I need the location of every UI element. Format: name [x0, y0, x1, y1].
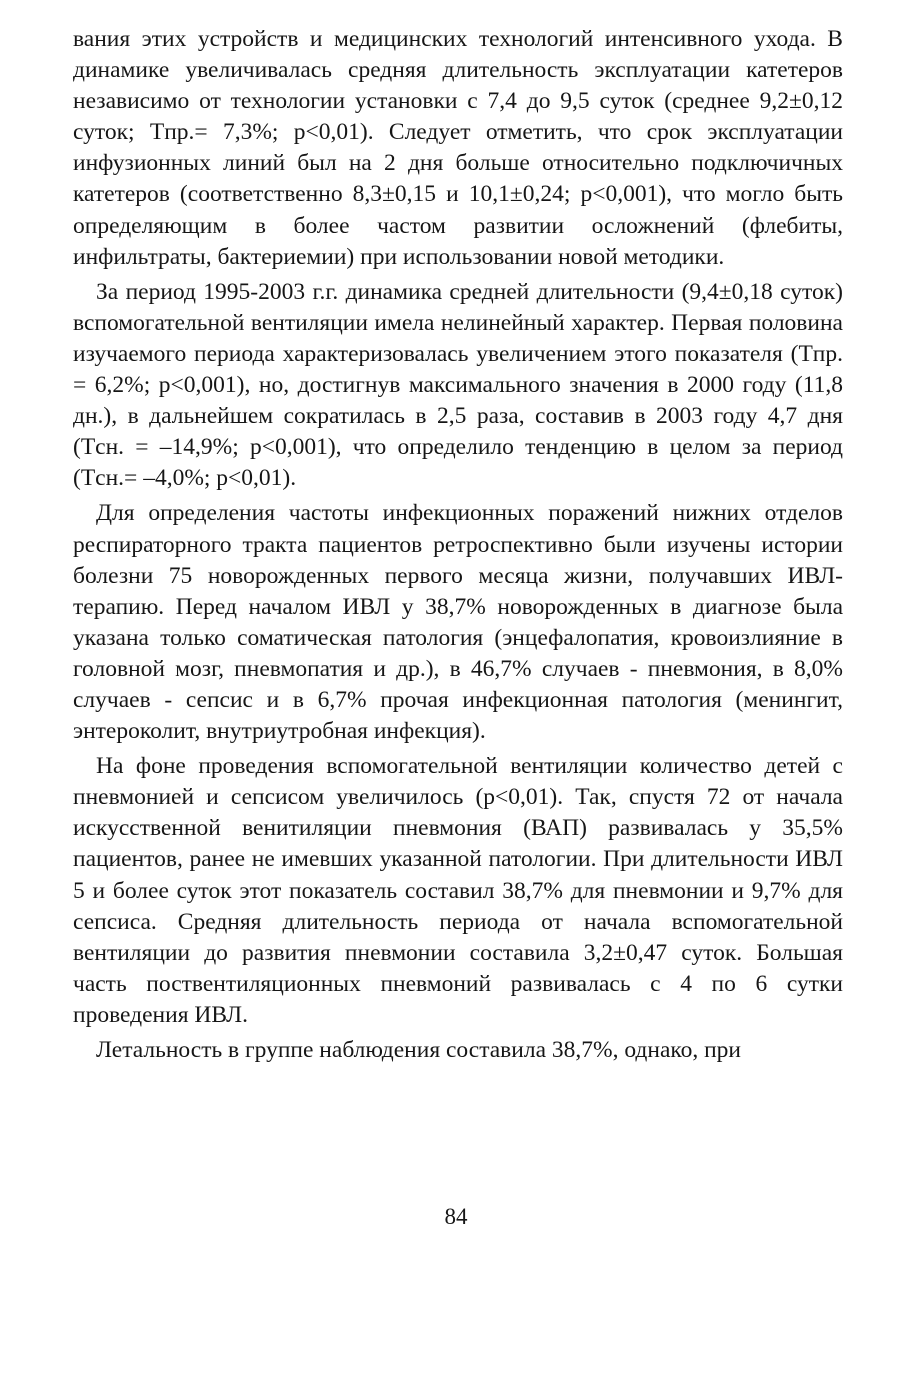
paragraph-5: Летальность в группе наблюдения составила 38,7%, однако, при [96, 1037, 741, 1063]
paragraph-4: На фоне проведения вспомогательной вентиляции количество детей с пневмонией и сепсисом увеличилось (p<0,01). Так, спустя 72 от начала искусственной венитиляции пневмония (ВАП) развивалась у 35,5% пациентов, ранее не имевших указанной патологии. При длительности ИВЛ 5 и более суток этот показатель составил 38,7% для пневмонии и 9,7% для сепсиса. Средняя длительность периода от начала вспомогательной вентиляции до развития пневмонии составила 3,2±0,47 суток. Большая часть поствентиляционных пневмоний развивалась с 4 по 6 сутки проведения ИВЛ. [73, 753, 843, 1028]
paragraph-1: вания этих устройств и медицинских технологий интенсивного ухода. В динамике увеличивалась средняя длительность эксплуатации катетеров независимо от технологии установки с 7,4 до 9,5 суток (среднее 9,2±0,12 суток; Tпр.= 7,3%; p<0,01). Следует отметить, что срок эксплуатации инфузионных линий был на 2 дня больше относительно подключичных катетеров (соответственно 8,3±0,15 и 10,1±0,24; p<0,001), что могло быть определяющим в более частом развитии осложнений (флебиты, инфильтраты, бактериемии) при использовании новой методики. [73, 26, 843, 270]
page-body [73, 24, 843, 1066]
page-number: 84 [444, 1204, 468, 1229]
paragraph-2: За период 1995-2003 г.г. динамика средней длительности (9,4±0,18 суток) вспомогательной вентиляции имела нелинейный характер. Первая половина изучаемого периода характеризовалась увеличением этого показателя (Tпр. = 6,2%; p<0,001), но, достигнув максимального значения в 2000 году (11,8 дн.), в дальнейшем сократилась в 2,5 раза, составив в 2003 году 4,7 дня (Tсн. = –14,9%; p<0,001), что определило тенденцию в целом за период (Tсн.= –4,0%; p<0,01). [73, 278, 843, 492]
paragraph-3: Для определения частоты инфекционных поражений нижних отделов респираторного тракта пациентов ретроспективно были изучены истории болезни 75 новорожденных первого месяца жизни, получавших ИВЛ-терапию. Перед началом ИВЛ у 38,7% новорожденных в диагнозе была указана только соматическая патология (энцефалопатия, кровоизлияние в головной мозг, пневмопатия и др.), в 46,7% случаев - пневмония, в 8,0% случаев - сепсис и в 6,7% прочая инфекционная патология (менингит, энтероколит, внутриутробная инфекция). [73, 500, 843, 745]
